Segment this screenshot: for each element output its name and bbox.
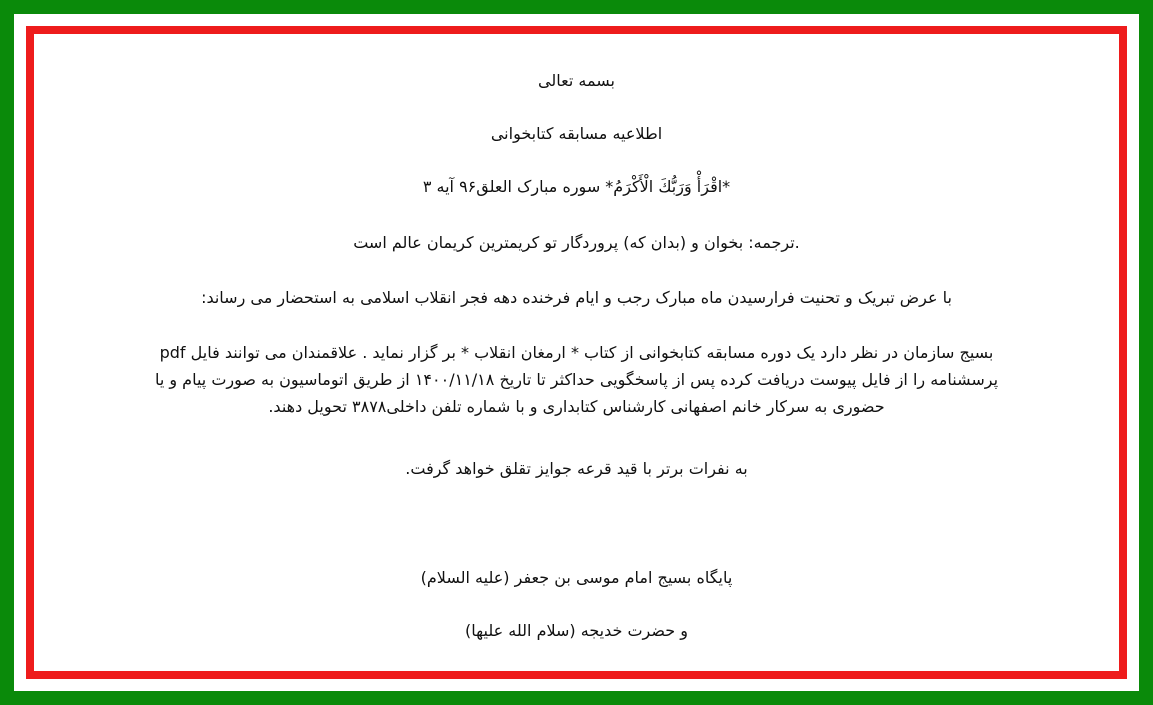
notice-document [34,34,1119,671]
body-line: بسیج سازمان در نظر دارد یک دوره مسابقه کتابخوانی از کتاب * ارمغان انقلاب * بر گزار نماید . علاقمندان می توانند فایل pdf [159,343,994,362]
bismillah-heading: بسمه تعالی [538,71,615,90]
announcement-body [74,339,1079,420]
quran-verse: *اقْرَأْ وَرَبُّكَ الْأَكْرَمُ* سوره مبارک العلق۹۶ آیه ۳ [422,177,731,196]
signature-line-2: و حضرت خدیجه (سلام الله علیها) [465,621,688,640]
verse-translation: .ترجمه: بخوان و (بدان که) پروردگار تو کریمترین کریمان عالم است [353,233,800,252]
body-line: پرسشنامه را از فایل پیوست دریافت کرده پس از پاسخگویی حداکثر تا تاریخ ۱۴۰۰/۱۱/۱۸ از طریق اتوماسیون به صورت پیام و یا [154,370,999,389]
congratulations-text: با عرض تبریک و تحنیت فرارسیدن ماه مبارک رجب و ایام فرخنده دهه فجر انقلاب اسلامی به استحضار می رساند: [201,288,952,307]
body-line: حضوری به سرکار خانم اصفهانی کارشناس کتابداری و با شماره تلفن داخلی۳۸۷۸ تحویل دهند. [268,397,885,416]
prizes-text: به نفرات برتر با قید قرعه جوایز تقلق خواهد گرفت. [405,459,748,478]
notice-title: اطلاعیه مسابقه کتابخوانی [490,124,663,143]
signature-line-1: پایگاه بسیج امام موسی بن جعفر (علیه السلام) [420,568,733,587]
